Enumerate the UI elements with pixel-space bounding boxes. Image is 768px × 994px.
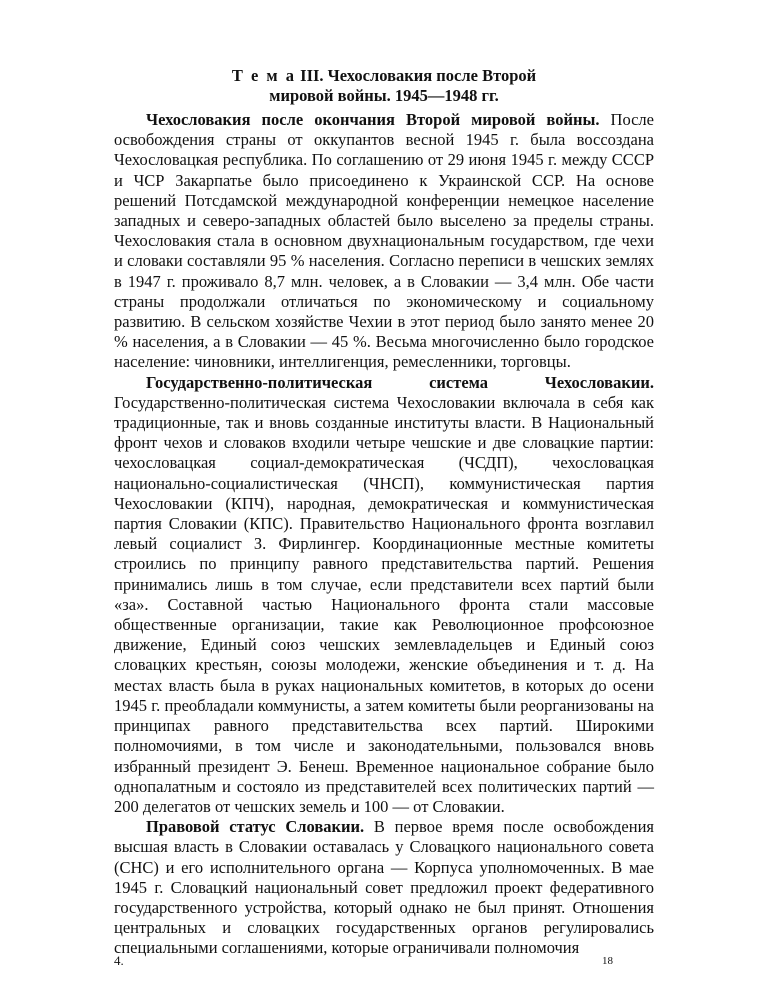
title-prefix: Т е м а xyxy=(231,66,297,85)
footer-marker: 4. xyxy=(114,953,124,968)
body-text xyxy=(114,110,654,959)
section-heading-slovakia-status: Правовой статус Словакии. xyxy=(146,817,365,837)
paragraph-text: Государственно-политическая система Чехословакии включала в себя как традиционные, так и вновь созданные институты власти. В Национальный фронт чехов и словаков входили четыре чешские и две словацкие партии: чехословацкая социал-демократическая (ЧСДП), чехословацкая национально-социалистическая (ЧНСП), коммунистическая партия Чехословакии (КПЧ), народная, демократическая и коммунистическая партия Словакии (КПС). Правительство Национального фронта возглавил левый социалист З. Фирлингер. Координационные местные комитеты строились по принципу равного представительства партий. Решения принимались лишь в том случае, если представители всех партий были «за». Составной частью Национального фронта стали массовые общественные организации, такие как Революционное профсоюзное движение, Единый союз чешских землевладельцев и Единый союз словацких крестьян, союзы молодежи, женские объединения и т. д. На местах власть была в руках национальных комитетов, в которых до осени 1945 г. преобладали коммунисты, а затем комитеты были реорганизованы на принципах равного представительства всех партий. Широкими полномочиями, в том числе и законодательными, пользовался вновь избранный президент Э. Бенеш. Временное национальное собрание было однопалатным и состояло из представителей всех политических партий — 200 делегатов от чешских земель и 100 — от Словакии. xyxy=(114,392,654,816)
paragraph-text: В первое время после освобождения высшая власть в Словакии оставалась у Словацкого национального совета (СНС) и его исполнительного органа — Корпуса уполномоченных. В мае 1945 г. Словацкий национальный совет предложил проект федеративного государственного устройства, который однако не был принят. Отношения центральных и словацких государственных органов регулировались специальными соглашениями, которые ограничивали полномочия xyxy=(114,817,654,958)
page-number: 18 xyxy=(602,955,613,967)
paragraph-political-system xyxy=(114,373,654,817)
paragraph-text: После освобождения страны от оккупантов весной 1945 г. была воссоздана Чехословацкая республика. По соглашению от 29 июня 1945 г. между СССР и ЧСР Закарпатье было присоединено к Украинской ССР. На основе решений Потсдамской международной конференции немецкое население западных и северо-западных областей было выселено за пределы страны. Чехословакия стала в основном двухнациональным государством, где чехи и словаки составляли 95 % населения. Согласно переписи в чешских землях в 1947 г. проживало 8,7 млн. человек, а в Словакии — 3,4 млн. Обе части страны продолжали отличаться по экономическому и социальному развитию. В сельском хозяйстве Чехии в этот период было занято менее 20 % населения, а в Словакии — 45 %. Весьма многочисленно было городское население: чиновники, интеллигенция, ремесленники, торговцы. xyxy=(114,110,654,372)
paragraph-postwar xyxy=(114,110,654,373)
section-heading-political-system: Государственно-политическая система Чехословакии. xyxy=(146,372,654,392)
paragraph-slovakia-status xyxy=(114,817,654,958)
title-line-1-rest: III. Чехословакия после Второй xyxy=(296,66,537,85)
title-line-1 xyxy=(114,66,654,86)
page-title xyxy=(114,66,654,106)
title-line-2: мировой войны. 1945—1948 гг. xyxy=(269,86,499,105)
section-heading-postwar: Чехословакия после окончания Второй мировой войны. xyxy=(146,110,600,129)
